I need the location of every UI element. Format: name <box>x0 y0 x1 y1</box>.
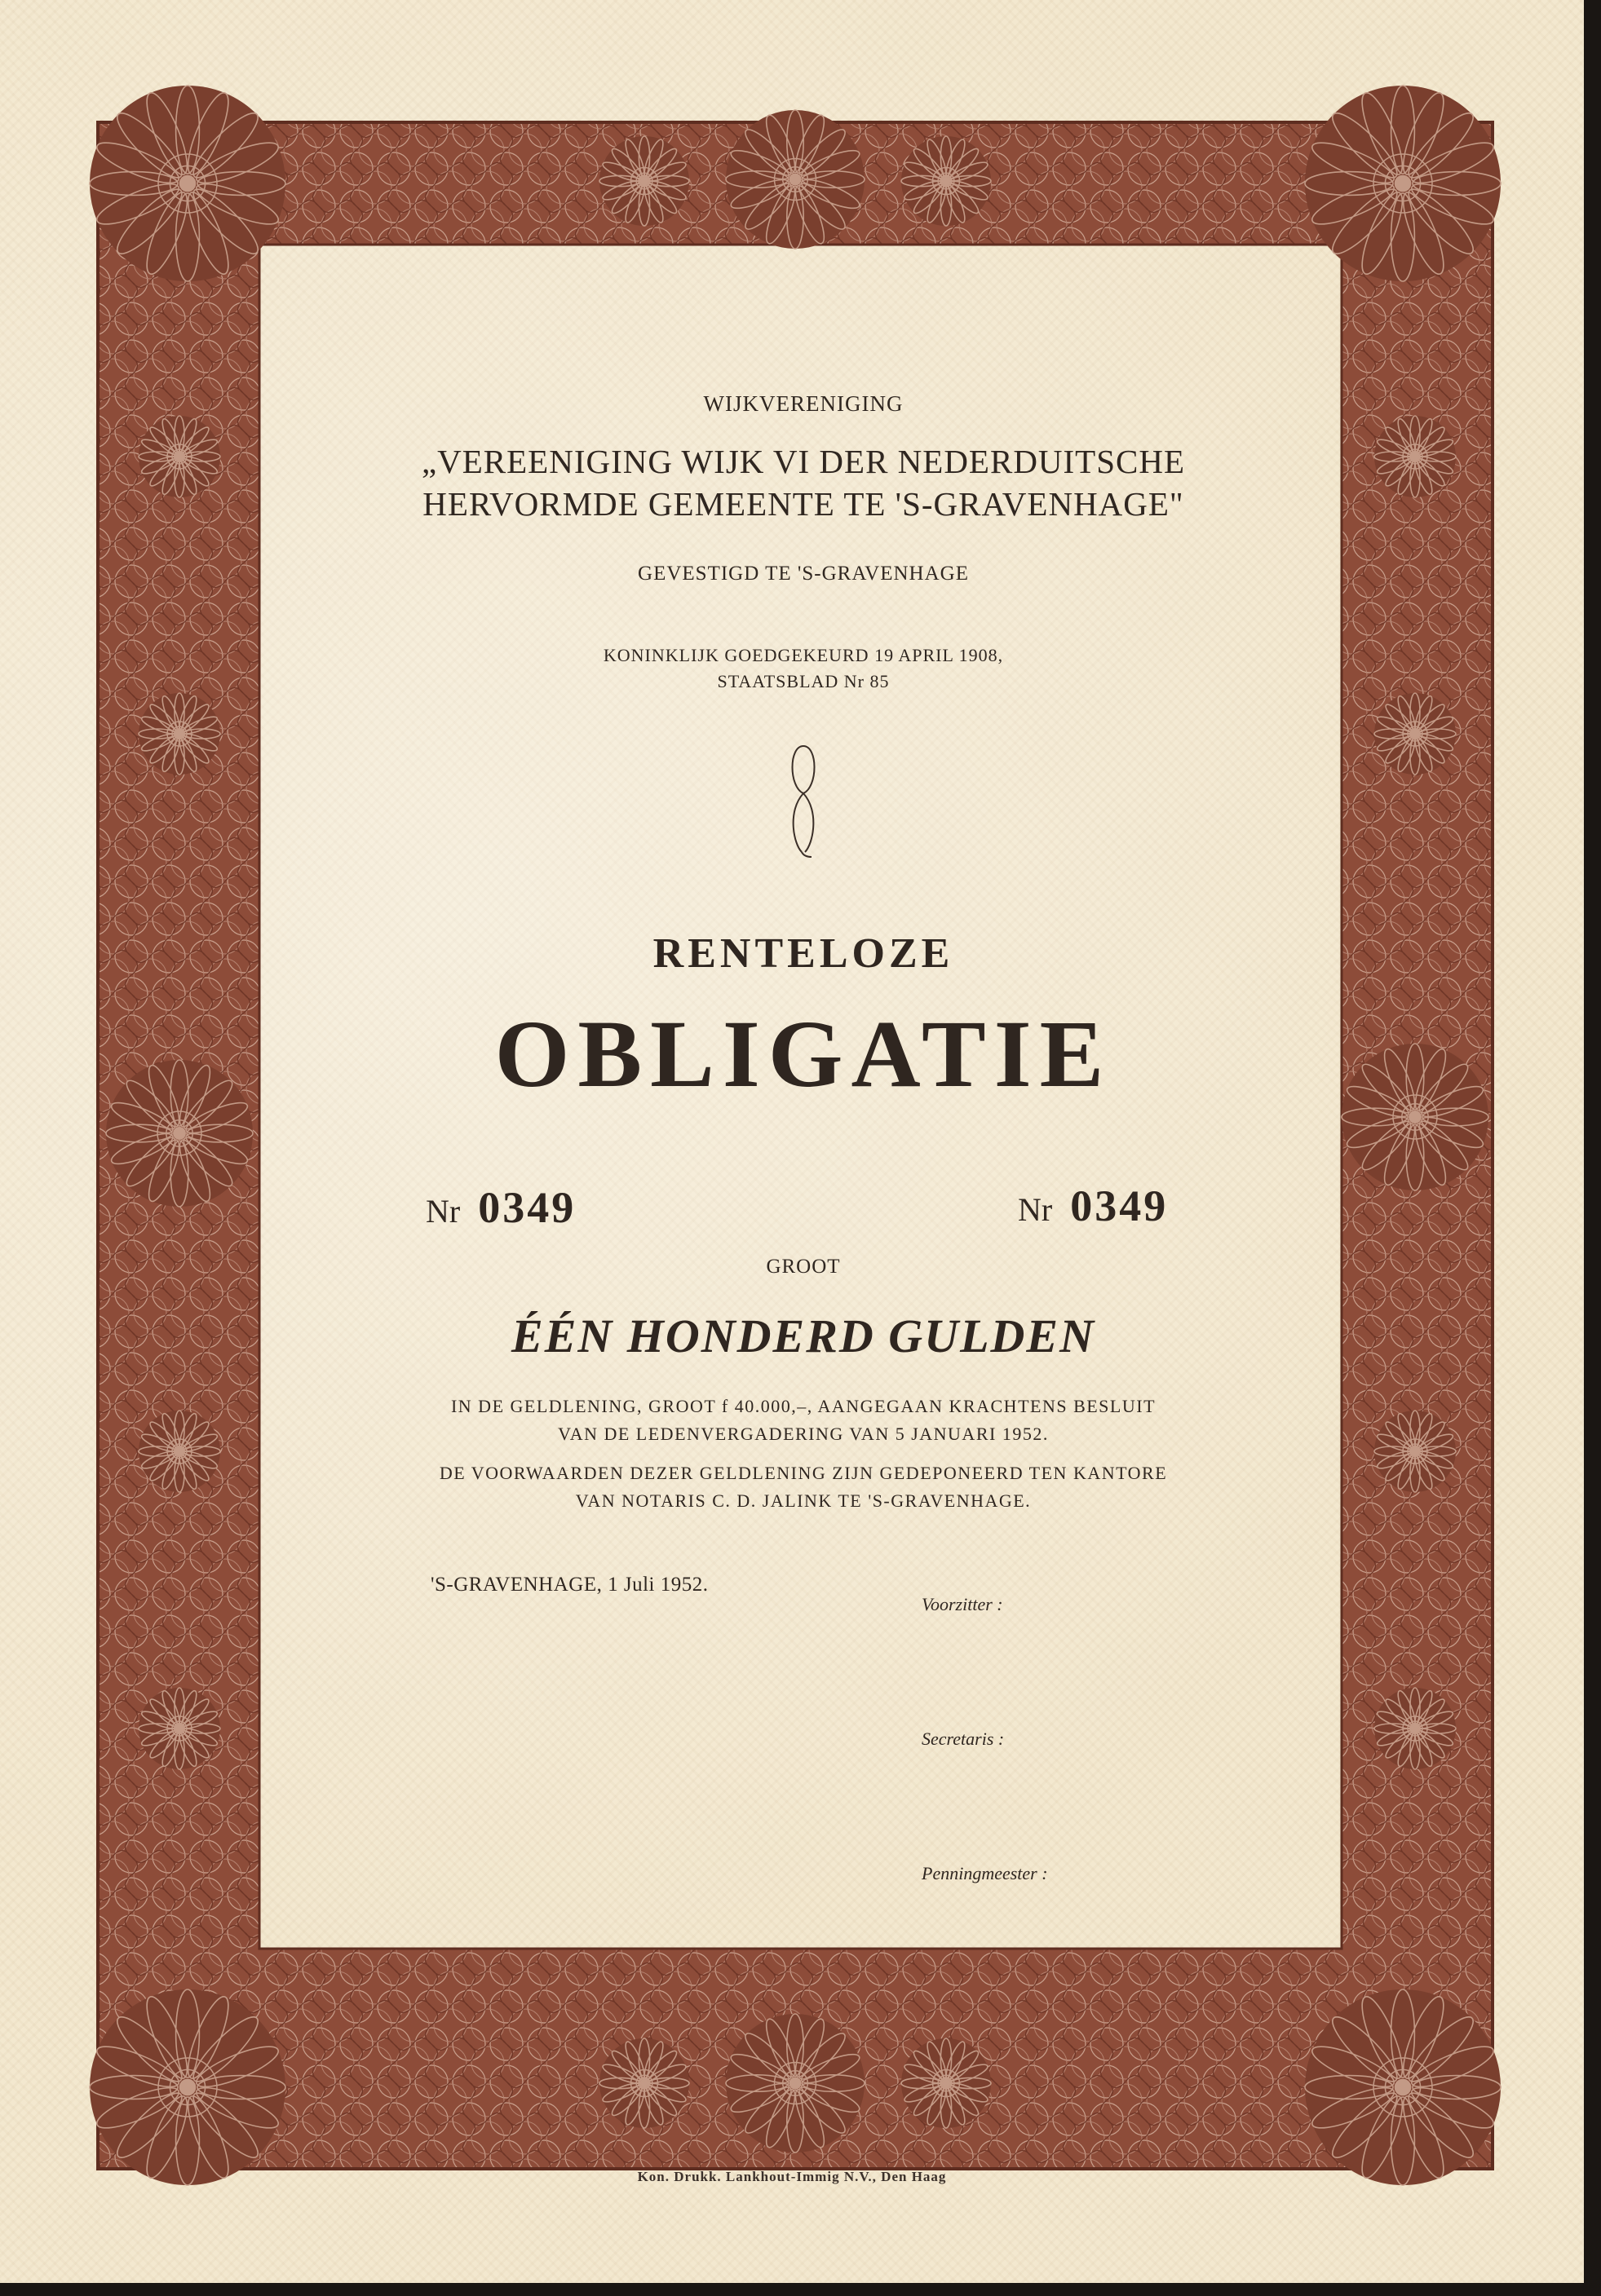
loan-terms-line2: VAN DE LEDENVERGADERING VAN 5 JANUARI 1952. <box>558 1424 1049 1444</box>
rosette-left-0 <box>139 416 220 497</box>
rosette-top-center <box>726 110 865 249</box>
serial-value-left: 0349 <box>478 1183 577 1232</box>
bond-subtitle: RENTELOZE <box>652 930 954 977</box>
rosette-right-center <box>1342 1044 1488 1190</box>
serial-value-right: 0349 <box>1070 1181 1169 1230</box>
association-name-line1: „VEREENIGING WIJK VI DER NEDERDUITSCHE <box>421 443 1186 480</box>
rosette-bottom-left <box>90 1989 285 2185</box>
signature-secretary: Secretaris : <box>922 1729 1005 1749</box>
rosette-right-2 <box>1374 1411 1456 1492</box>
rosette-bottom-inner-left <box>599 2038 689 2128</box>
rosette-bottom-right <box>1305 1989 1501 2185</box>
rosette-top-right <box>1305 86 1501 281</box>
loan-terms-line1: IN DE GELDLENING, GROOT f 40.000,–, AANGEGAAN KRACHTENS BESLUIT <box>450 1396 1157 1416</box>
serial-number-left <box>426 1182 576 1233</box>
royal-approval: KONINKLIJK GOEDGEKEURD 19 APRIL 1908, <box>603 645 1004 665</box>
rosette-bottom-center <box>726 2014 865 2152</box>
serial-number-right <box>1018 1181 1168 1231</box>
rosette-right-3 <box>1374 1688 1456 1769</box>
rosette-right-1 <box>1374 693 1456 775</box>
serial-label-left: Nr <box>426 1193 461 1230</box>
rosette-left-3 <box>139 1688 220 1769</box>
signature-treasurer: Penningmeester : <box>922 1863 1048 1883</box>
certificate-text-panel <box>269 261 1338 1932</box>
staatsblad-reference: STAATSBLAD Nr 85 <box>717 671 890 691</box>
place-and-date: 'S-GRAVENHAGE, 1 Juli 1952. <box>431 1574 709 1596</box>
bond-title: OBLIGATIE <box>494 1000 1112 1107</box>
deposit-terms-line1: DE VOORWAARDEN DEZER GELDLENING ZIJN GEDEPONEERD TEN KANTORE <box>439 1463 1168 1483</box>
rosette-right-0 <box>1374 416 1456 497</box>
association-name-line2: HERVORMDE GEMEENTE TE 'S-GRAVENHAGE" <box>422 485 1184 523</box>
rosette-left-2 <box>139 1411 220 1492</box>
association-seat: GEVESTIGD TE 'S-GRAVENHAGE <box>638 563 969 585</box>
deposit-terms-line2: VAN NOTARIS C. D. JALINK TE 'S-GRAVENHAGE. <box>575 1490 1032 1511</box>
rosette-top-left <box>90 86 285 281</box>
rosette-bottom-inner-right <box>901 2038 991 2128</box>
rosette-left-center <box>106 1060 253 1207</box>
loan-terms <box>318 1393 1289 1448</box>
rosette-top-inner-right <box>901 136 991 226</box>
signature-chairman: Voorzitter : <box>922 1594 1003 1614</box>
printer-imprint: Kon. Drukk. Lankhout-Immig N.V., Den Haag <box>637 2169 947 2184</box>
deposit-terms <box>318 1459 1289 1515</box>
monogram-emblem <box>779 738 828 860</box>
serial-label-right: Nr <box>1018 1191 1053 1228</box>
amount-label: GROOT <box>766 1256 841 1278</box>
amount-value: ÉÉN HONDERD GULDEN <box>511 1309 1095 1362</box>
rosette-top-inner-left <box>599 136 689 226</box>
association-type: WIJKVERENIGING <box>703 391 904 416</box>
rosette-left-1 <box>139 693 220 775</box>
